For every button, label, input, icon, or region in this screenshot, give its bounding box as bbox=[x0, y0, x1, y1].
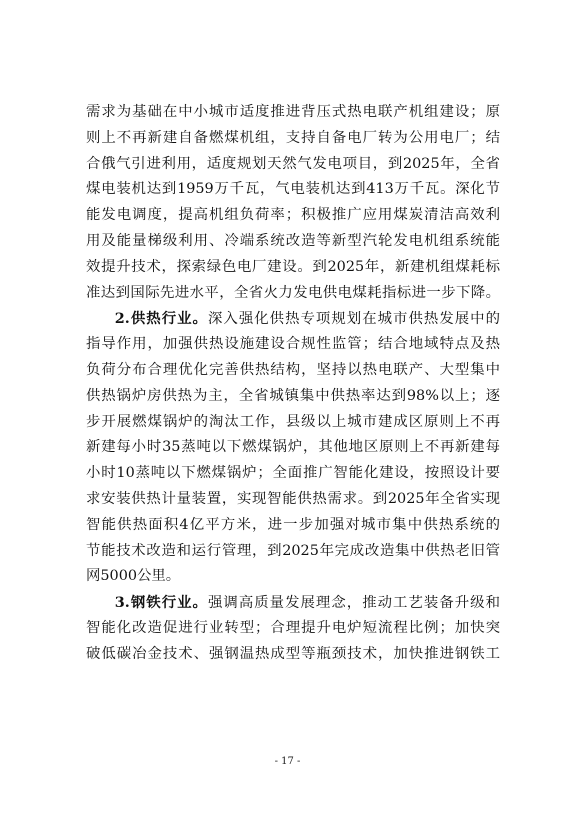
heading-continuation: 强调高质量发展理念，推动工艺装备升级和 bbox=[207, 595, 500, 612]
text-line: 小时10蒸吨以下燃煤锅炉；全面推广智能化建设，按照设计要 bbox=[86, 465, 500, 482]
text-line: 准达到国际先进水平，全省火力发电供电煤耗指标进一步下降。 bbox=[86, 284, 500, 301]
text-line: 用及能量梯级利用、冷端系统改造等新型汽轮发电机组系统能 bbox=[86, 232, 500, 249]
text-line: 节能技术改造和运行管理，到2025年完成改造集中供热老旧管 bbox=[86, 542, 500, 559]
text-line: 合俄气引进利用，适度规划天然气发电项目，到2025年，全省 bbox=[86, 155, 500, 172]
text-line: 新建每小时35蒸吨以下燃煤锅炉，其他地区原则上不再新建每 bbox=[86, 439, 500, 456]
section-heading: 2.供热行业。 bbox=[114, 310, 208, 328]
text-line: 网5000公里。 bbox=[86, 568, 181, 585]
paragraph-steel-industry bbox=[86, 590, 500, 667]
text-line: 煤电装机达到1959万千瓦，气电装机达到413万千瓦。深化节 bbox=[86, 181, 500, 198]
paragraph-power-continued bbox=[86, 100, 500, 306]
section-heading: 3.钢铁行业。 bbox=[114, 594, 208, 612]
text-line: 负荷分布合理优化完善供热结构，坚持以热电联产、大型集中 bbox=[86, 361, 500, 378]
text-line: 能发电调度，提高机组负荷率；积极推广应用煤炭清洁高效利 bbox=[86, 207, 500, 224]
text-line: 供热锅炉房供热为主，全省城镇集中供热率达到98%以上；逐 bbox=[86, 387, 500, 404]
text-line: 求安装供热计量装置，实现智能供热需求。到2025年全省实现 bbox=[86, 490, 500, 507]
text-line: 步开展燃煤锅炉的淘汰工作，县级以上城市建成区原则上不再 bbox=[86, 413, 500, 430]
text-line: 破低碳冶金技术、强钢温热成型等瓶颈技术，加快推进钢铁工 bbox=[86, 645, 500, 662]
paragraph-heating-industry bbox=[86, 306, 500, 590]
text-line: 则上不再新建自备燃煤机组，支持自备电厂转为公用电厂；结 bbox=[86, 129, 500, 146]
text-line bbox=[86, 590, 500, 616]
text-line: 智能供热面积4亿平方米，进一步加强对城市集中供热系统的 bbox=[86, 516, 500, 533]
text-line: 指导作用，加强供热设施建设合规性监管；结合地域特点及热 bbox=[86, 336, 500, 353]
text-line bbox=[86, 306, 500, 332]
heading-continuation: 深入强化供热专项规划在城市供热发展中的 bbox=[207, 311, 500, 328]
text-line: 智能化改造促进行业转型；合理提升电炉短流程比例；加快突 bbox=[86, 619, 500, 636]
page-number: - 17 - bbox=[274, 756, 301, 767]
text-line: 效提升技术，探索绿色电厂建设。到2025年，新建机组煤耗标 bbox=[86, 258, 500, 275]
text-line: 需求为基础在中小城市适度推进背压式热电联产机组建设；原 bbox=[86, 104, 500, 120]
document-body bbox=[86, 100, 500, 668]
